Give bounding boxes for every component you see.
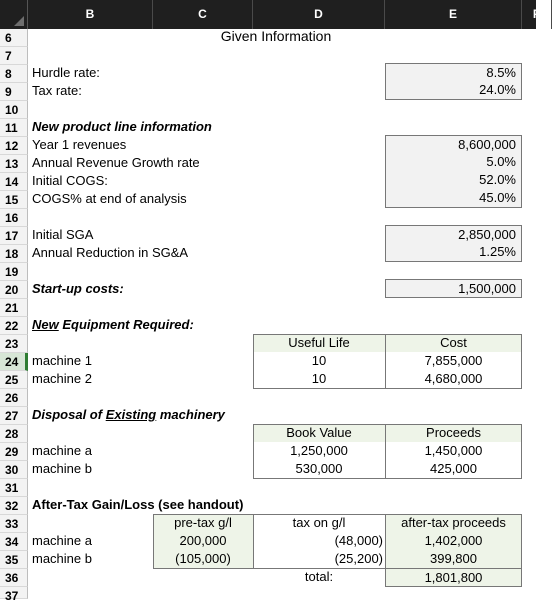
row-header[interactable]: 8 <box>0 65 28 83</box>
row-header[interactable]: 32 <box>0 497 28 515</box>
row-header[interactable]: 17 <box>0 227 28 245</box>
aftertax-top-border <box>153 514 522 515</box>
machine-b-label[interactable]: machine b <box>32 461 92 476</box>
cost-header[interactable]: Cost <box>385 334 522 352</box>
row-header[interactable]: 28 <box>0 425 28 443</box>
new-equipment-heading-underlined: New <box>32 317 59 332</box>
row-header[interactable]: 20 <box>0 281 28 299</box>
row-header[interactable]: 37 <box>0 587 28 599</box>
total-value[interactable]: 1,801,800 <box>385 568 522 587</box>
machine-b-book[interactable]: 530,000 <box>295 461 343 476</box>
startup-costs-value[interactable]: 1,500,000 <box>385 279 522 298</box>
growth-rate-value[interactable]: 5.0% <box>385 153 522 172</box>
initial-cogs-label[interactable]: Initial COGS: <box>32 173 108 188</box>
aftertax-right-border <box>521 514 522 569</box>
column-header-c[interactable]: C <box>153 0 253 29</box>
machine-a-pretax[interactable]: 200,000 <box>153 532 253 550</box>
tax-rate-label[interactable]: Tax rate: <box>32 83 82 98</box>
disposal-heading[interactable] <box>32 406 225 424</box>
cogs-end-label[interactable]: COGS% at end of analysis <box>32 191 187 206</box>
aftertax-proceeds-header[interactable]: after-tax proceeds <box>385 514 522 532</box>
row-header[interactable]: 10 <box>0 101 28 119</box>
sga-reduction-label[interactable]: Annual Reduction in SG&A <box>32 245 189 260</box>
disposal-left-border <box>253 424 254 479</box>
machine-a-label[interactable]: machine a <box>32 443 92 458</box>
row-header[interactable]: 35 <box>0 551 28 569</box>
row-header[interactable]: 12 <box>0 137 28 155</box>
growth-rate-label[interactable]: Annual Revenue Growth rate <box>32 155 200 170</box>
machine-b-aftertax[interactable]: 399,800 <box>385 550 522 568</box>
aftertax-d-border <box>385 514 386 569</box>
machine-b-proceeds[interactable]: 425,000 <box>430 461 477 476</box>
aftertax-heading[interactable]: After-Tax Gain/Loss (see handout) <box>32 497 244 512</box>
row-header[interactable]: 34 <box>0 533 28 551</box>
select-all-corner[interactable] <box>0 0 28 29</box>
disposal-heading-c: machinery <box>156 407 225 422</box>
equip-bottom-border <box>253 388 522 389</box>
machine-b-tax[interactable]: (25,200) <box>334 551 383 566</box>
machine-a-proceeds[interactable]: 1,450,000 <box>424 443 483 458</box>
row-header[interactable]: 24 <box>0 353 28 371</box>
proceeds-header[interactable]: Proceeds <box>385 424 522 442</box>
disposal-right-border <box>521 424 522 479</box>
row-header[interactable]: 21 <box>0 299 28 317</box>
machine-b-label-2[interactable]: machine b <box>32 551 92 566</box>
machine-a-label-2[interactable]: machine a <box>32 533 92 548</box>
row-header[interactable]: 30 <box>0 461 28 479</box>
row-header[interactable]: 18 <box>0 245 28 263</box>
equip-top-border <box>253 334 522 335</box>
machine-1-life[interactable]: 10 <box>311 353 327 368</box>
initial-sga-label[interactable]: Initial SGA <box>32 227 94 242</box>
row-header[interactable]: 36 <box>0 569 28 587</box>
row-header[interactable]: 33 <box>0 515 28 533</box>
sga-reduction-value[interactable]: 1.25% <box>385 243 522 262</box>
tax-rate-value[interactable]: 24.0% <box>385 81 522 100</box>
row-header[interactable]: 31 <box>0 479 28 497</box>
machine-b-pretax[interactable]: (105,000) <box>153 550 253 568</box>
column-header-f[interactable]: F <box>522 0 552 29</box>
row-header[interactable]: 25 <box>0 371 28 389</box>
machine-a-aftertax[interactable]: 1,402,000 <box>385 532 522 550</box>
column-header-d[interactable]: D <box>253 0 385 29</box>
row-header[interactable]: 7 <box>0 47 28 65</box>
disposal-heading-a: Disposal of <box>32 407 106 422</box>
row-header[interactable]: 22 <box>0 317 28 335</box>
row-header[interactable]: 14 <box>0 173 28 191</box>
year1-revenue-value[interactable]: 8,600,000 <box>385 135 522 154</box>
new-equipment-heading[interactable] <box>32 316 194 334</box>
row-header[interactable]: 26 <box>0 389 28 407</box>
machine-2-label[interactable]: machine 2 <box>32 371 92 386</box>
aftertax-c-border <box>253 514 254 569</box>
equip-right-border <box>521 334 522 389</box>
new-equipment-heading-rest: Equipment Required: <box>58 317 194 332</box>
equip-left-border <box>253 334 254 389</box>
machine-1-label[interactable]: machine 1 <box>32 353 92 368</box>
cogs-end-value[interactable]: 45.0% <box>385 189 522 208</box>
row-header[interactable]: 27 <box>0 407 28 425</box>
tax-on-gl-header[interactable]: tax on g/l <box>292 515 346 530</box>
row-header[interactable]: 23 <box>0 335 28 353</box>
startup-costs-label[interactable]: Start-up costs: <box>32 281 124 296</box>
hurdle-rate-value[interactable]: 8.5% <box>385 63 522 82</box>
column-header-b[interactable]: B <box>28 0 153 29</box>
useful-life-header[interactable]: Useful Life <box>253 334 385 352</box>
product-heading[interactable]: New product line information <box>32 119 212 134</box>
row-header[interactable]: 29 <box>0 443 28 461</box>
hurdle-rate-label[interactable]: Hurdle rate: <box>32 65 100 80</box>
machine-a-tax[interactable]: (48,000) <box>334 533 383 548</box>
year1-revenue-label[interactable]: Year 1 revenues <box>32 137 127 152</box>
row-header[interactable]: 9 <box>0 83 28 101</box>
disposal-top-border <box>253 424 522 425</box>
row-header[interactable]: 6 <box>0 29 28 47</box>
row-header[interactable]: 19 <box>0 263 28 281</box>
row-header[interactable]: 11 <box>0 119 28 137</box>
aftertax-bottom-border <box>153 568 385 569</box>
machine-a-book[interactable]: 1,250,000 <box>290 443 348 458</box>
column-header-e[interactable]: E <box>385 0 522 29</box>
row-header[interactable]: 16 <box>0 209 28 227</box>
row-header[interactable]: 13 <box>0 155 28 173</box>
initial-cogs-value[interactable]: 52.0% <box>385 171 522 190</box>
pretax-gl-header[interactable]: pre-tax g/l <box>153 514 253 532</box>
row-header[interactable]: 15 <box>0 191 28 209</box>
book-value-header[interactable]: Book Value <box>253 424 385 442</box>
aftertax-left-border <box>153 514 154 569</box>
disposal-mid-border <box>385 424 386 479</box>
machine-2-life[interactable]: 10 <box>311 371 327 386</box>
machine-1-cost[interactable]: 7,855,000 <box>424 353 483 368</box>
total-label[interactable]: total: <box>304 569 334 584</box>
initial-sga-value[interactable]: 2,850,000 <box>385 225 522 244</box>
disposal-bottom-border <box>253 478 522 479</box>
disposal-heading-underlined: Existing <box>105 407 157 422</box>
machine-2-cost[interactable]: 4,680,000 <box>424 371 483 386</box>
sheet-title[interactable]: Given Information <box>220 28 332 44</box>
equip-mid-border <box>385 334 386 389</box>
select-all-icon <box>14 16 24 26</box>
